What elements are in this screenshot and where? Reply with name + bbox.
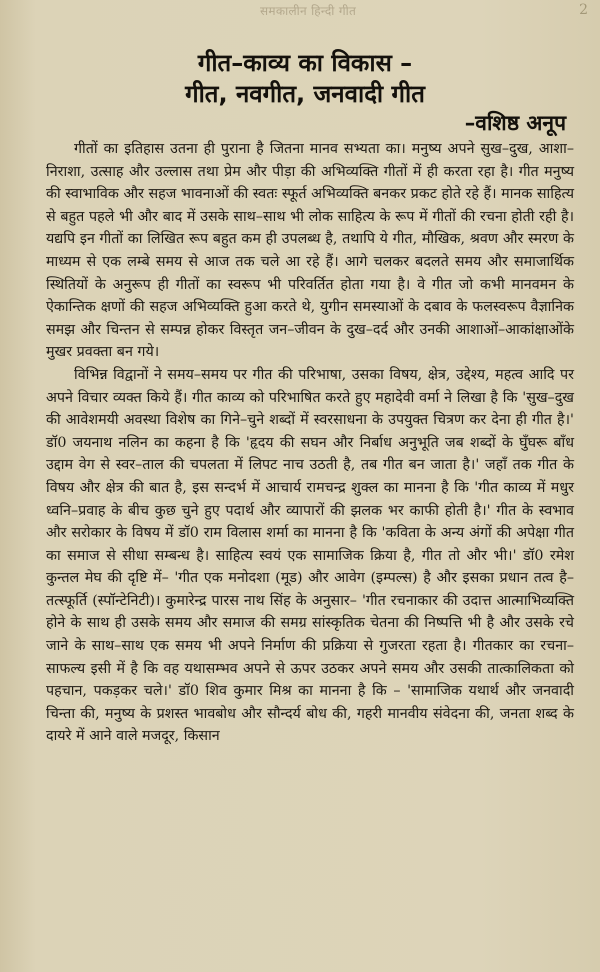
- author-byline: –वशिष्ठ अनूप: [464, 111, 566, 135]
- body-text: [46, 138, 574, 748]
- running-head: समकालीन हिन्दी गीत: [260, 4, 357, 18]
- chapter-title-line-2: गीत, नवगीत, जनवादी गीत: [185, 80, 425, 108]
- paragraph: गीतों का इतिहास उतना ही पुराना है जितना मानव सभ्यता का। मनुष्य अपने सुख–दुख, आशा–निराशा, उत्साह और उल्लास तथा प्रेम और पीड़ा की अभिव्यक्ति गीतों में ही करता रहा है। गीत मनुष्य की स्वाभाविक और सहज भावनाओं की स्वतः स्फूर्त अभिव्यक्ति बनकर प्रकट होते रहे हैं। मानक साहित्य से बहुत पहले भी और बाद में उसके साथ–साथ भी लोक साहित्य के रूप में गीतों की रचना होती रही है। यद्यपि इन गीतों का लिखित रूप बहुत कम ही उपलब्ध है, तथापि ये गीत, मौखिक, श्रवण और स्मरण के माध्यम से एक लम्बे समय से आज तक चले आ रहे हैं। आगे चलकर बदलते समय और समाजार्थिक स्थितियों के अनुरूप ही गीतों का स्वरूप भी परिवर्तित होता गया है। वे गीत जो कभी मानवमन के ऐकान्तिक क्षणों की सहज अभिव्यक्ति हुआ करते थे, युगीन समस्याओं के दबाव के फलस्वरूप वैज्ञानिक समझ और चिन्तन से सम्पन्न होकर विस्तृत जन–जीवन के दुख–दर्द और उनकी आशाओं–आकांक्षाओंके मुखर प्रवक्ता बन गये।: [46, 141, 574, 361]
- page-number: 2: [579, 2, 588, 18]
- chapter-title-line-1: गीत–काव्य का विकास –: [197, 49, 413, 77]
- paragraph: विभिन्न विद्वानों ने समय–समय पर गीत की परिभाषा, उसका विषय, क्षेत्र, उद्देश्य, महत्व आदि पर अपने विचार व्यक्त किये हैं। गीत काव्य को परिभाषित करते हुए महादेवी वर्मा ने लिखा है कि 'सुख–दुख की आवेशमयी अवस्था विशेष का गिने–चुने शब्दों में स्वरसाधना के उपयुक्त चित्रण कर देना ही गीत है।' डॉ0 जयनाथ नलिन का कहना है कि 'हृदय की सघन और निर्बाध अनुभूति जब शब्दों के घुँघरू बाँध उद्दाम वेग से स्वर–ताल की चपलता में लिपट नाच उठती है, तब गीत बन जाता है।' जहाँ तक गीत के विषय और क्षेत्र की बात है, इस सन्दर्भ में आचार्य रामचन्द्र शुक्ल का मानना है कि 'गीत काव्य में मधुर ध्वनि–प्रवाह के बीच कुछ चुने हुए पदार्थ और व्यापारों की झलक भर काफी होती है।' गीत के स्वभाव और सरोकार के विषय में डॉ0 राम विलास शर्मा का मानना है कि 'कविता के अन्य अंगों की अपेक्षा गीत का समाज से सीधा सम्बन्ध है। साहित्य स्वयं एक सामाजिक क्रिया है, गीत तो और भी।' डॉ0 रमेश कुन्तल मेघ की दृष्टि में– 'गीत एक मनोदशा (मूड) और आवेग (इम्पल्स) है और इसका प्रधान तत्व है– तत्स्फूर्ति (स्पॉन्टेनिटी)। कुमारेन्द्र पारस नाथ सिंह के अनुसार– 'गीत रचनाकार की उदात्त आत्माभिव्यक्ति होने के साथ ही उसके समय और समाज की समग्र सांस्कृतिक चेतना की निष्पत्ति भी है और उसके रचे जाने के साथ–साथ एक समय भी अपने निर्माण की प्रक्रिया से गुजरता रहता है। गीतकार का रचना–साफल्य इसी में है कि वह यथासम्भव अपने से ऊपर उठकर अपने समय और उसकी तात्कालिकता को पहचान, पकड़कर चले।' डॉ0 शिव कुमार मिश्र का मानना है कि – 'सामाजिक यथार्थ और जनवादी चिन्ता की, मनुष्य के प्रशस्त भावबोध और सौन्दर्य बोध की, गहरी मानवीय संवेदना की, जनता शब्द के दायरे में आने वाले मजदूर, किसान: [46, 366, 574, 745]
